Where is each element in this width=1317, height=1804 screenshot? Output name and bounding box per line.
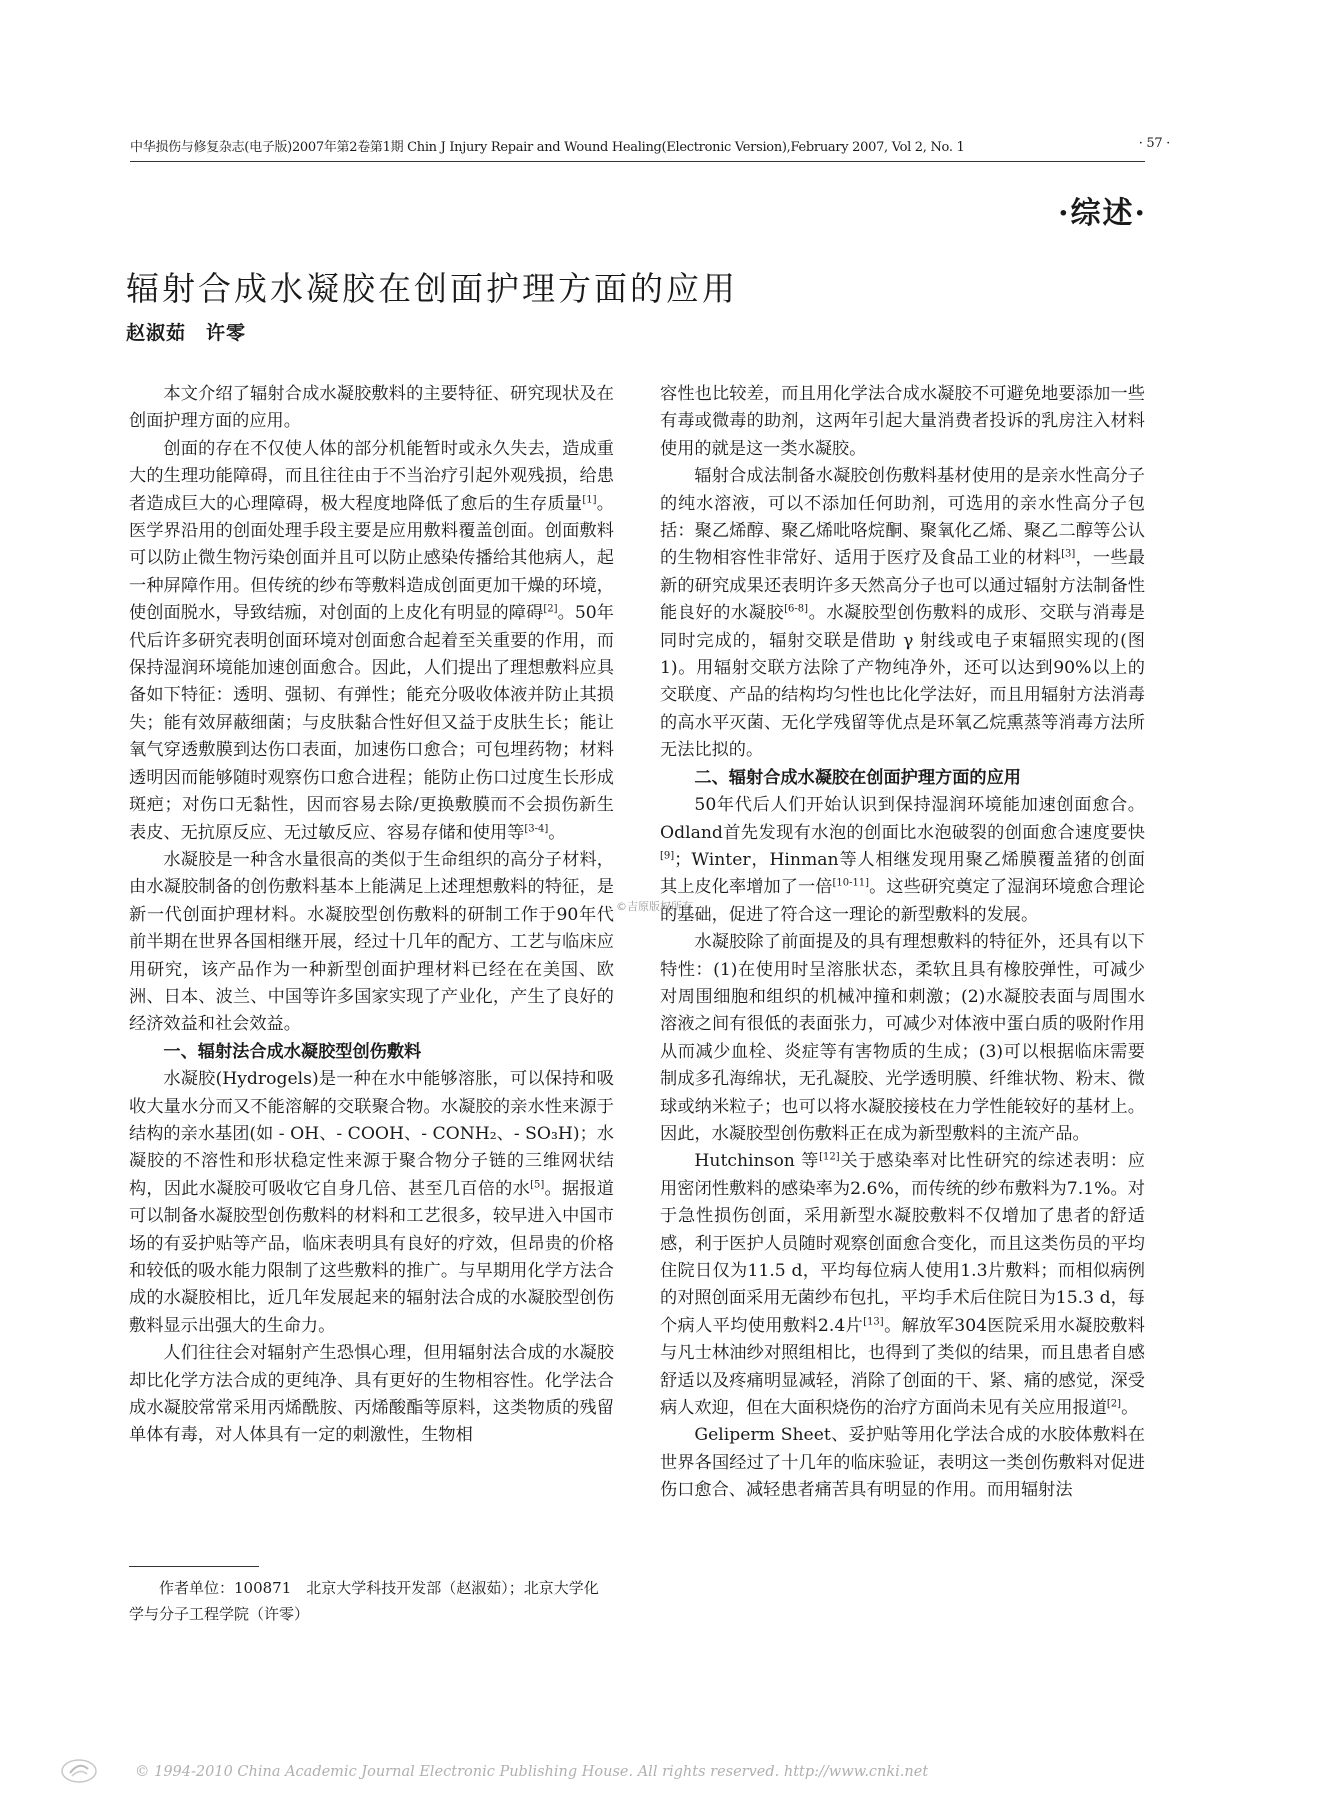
citation: [9] [660,850,675,862]
citation: [2] [543,603,558,615]
citation: [13] [863,1316,884,1328]
citation: [1] [582,493,597,505]
paragraph: 容性也比较差，而且用化学法合成水凝胶不可避免地要添加一些有毒或微毒的助剂，这两年引起大量消费者投诉的乳房注入材料使用的就是这一类水凝胶。 [660,384,1145,459]
running-header [130,136,1170,155]
watermark: ©吉原版权所有 [616,900,693,913]
footnote-rule [129,1566,259,1567]
section-tag: ·综述· [1058,196,1147,231]
citation: [2] [1106,1398,1122,1410]
right-column [660,381,1145,1505]
paragraph: 50年代后人们开始认识到保持湿润环境能加速创面愈合。Odland首先发现有水泡的创面比水泡破裂的创面愈合速度要快[9]；Winter，Hinman等人相继发现用聚乙烯膜覆盖猪的创面其上皮化率增加了一倍[10-11]。这些研究奠定了湿润环境愈合理论的基础，促进了符合这一理论的新型敷料的发展。 [660,795,1145,925]
citation: [10-11] [832,877,870,889]
paragraph: 水凝胶(Hydrogels)是一种在水中能够溶胀，可以保持和吸收大量水分而又不能溶解的交联聚合物。水凝胶的亲水性来源于结构的亲水基团(如 - OH、- COOH、- CONH₂、- SO₃H)；水凝胶的不溶性和形状稳定性来源于聚合物分子链的三维网状结构，因此水凝胶可吸收它自身几倍、甚至几百倍的水[5]。据报道可以制备水凝胶型创伤敷料的材料和工艺很多，较早进入中国市场的有妥护贴等产品，临床表明具有良好的疗效，但昂贵的价格和较低的吸水能力限制了这些敷料的推广。与早期用化学方法合成的水凝胶相比，近几年发展起来的辐射法合成的水凝胶型创伤敷料显示出强大的生命力。 [129,1069,614,1336]
header-rule [130,161,1145,162]
section-heading: 一、辐射法合成水凝胶型创伤敷料 [163,1041,422,1062]
paragraph: 人们往往会对辐射产生恐惧心理，但用辐射法合成的水凝胶却比化学方法合成的更纯净、具有更好的生物相容性。化学法合成水凝胶常常采用丙烯酰胺、丙烯酸酯等原料，这类物质的残留单体有毒，对人体具有一定的刺激性，生物相 [129,1343,614,1446]
citation: [3-4] [524,822,549,834]
article-authors: 赵淑茹 许零 [126,322,247,344]
paragraph: Hutchinson 等[12]关于感染率对比性研究的综述表明：应用密闭性敷料的感染率为2.6%，而传统的纱布敷料为7.1%。对于急性损伤创面，采用新型水凝胶敷料不仅增加了患者的舒适感，利于医护人员随时观察创面愈合变化，而且这类伤员的平均住院日仅为11.5 d，平均每位病人使用1.3片敷料；而相似病例的对照创面采用无菌纱布包扎，平均手术后住院日为15.3 d，每个病人平均使用敷料2.4片[13]。解放军304医院采用水凝胶敷料与凡士林油纱对照组相比，也得到了类似的结果，而且患者自感舒适以及疼痛明显减轻，消除了创面的干、紧、痛的感觉，深受病人欢迎，但在大面积烧伤的治疗方面尚未见有关应用报道[2]。 [660,1151,1145,1419]
copyright-footer: © 1994-2010 China Academic Journal Electronic Publishing House. All rights reserved. http://www.cnki.net [135,1764,929,1780]
paragraph: 水凝胶除了前面提及的具有理想敷料的特征外，还具有以下特性：(1)在使用时呈溶胀状态，柔软且具有橡胶弹性，可减少对周围细胞和组织的机械冲撞和刺激；(2)水凝胶表面与周围水溶液之间有很低的表面张力，可减少对体液中蛋白质的吸附作用从而减少血栓、炎症等有害物质的生成；(3)可以根据临床需要制成多孔海绵状，无孔凝胶、光学透明膜、纤维状物、粉末、微球或纳米粒子；也可以将水凝胶接枝在力学性能较好的基材上。因此，水凝胶型创伤敷料正在成为新型敷料的主流产品。 [660,932,1145,1144]
section-heading: 二、辐射合成水凝胶在创面护理方面的应用 [694,767,1021,788]
citation: [12] [819,1151,840,1163]
paragraph: 本文介绍了辐射合成水凝胶敷料的主要特征、研究现状及在创面护理方面的应用。 [129,384,614,432]
paragraph: 创面的存在不仅使人体的部分机能暂时或永久失去，造成重大的生理功能障碍，而且往往由于不当治疗引起外观残损，给患者造成巨大的心理障碍，极大程度地降低了愈后的生存质量[1]。医学界沿用的创面处理手段主要是应用敷料覆盖创面。创面敷料可以防止微生物污染创面并且可以防止感染传播给其他病人，起一种屏障作用。但传统的纱布等敷料造成创面更加干燥的环境，使创面脱水，导致结痂，对创面的上皮化有明显的障碍[2]。50年代后许多研究表明创面环境对创面愈合起着至关重要的作用，而保持湿润环境能加速创面愈合。因此，人们提出了理想敷料应具备如下特征：透明、强韧、有弹性；能充分吸收体液并防止其损失；能有效屏蔽细菌；与皮肤黏合性好但又益于皮肤生长；能让氧气穿透敷膜到达伤口表面，加速伤口愈合；可包埋药物；材料透明因而能够随时观察伤口愈合进程；能防止伤口过度生长形成斑疤；对伤口无黏性，因而容易去除/更换敷膜而不会损伤新生表皮、无抗原反应、无过敏反应、容易存储和使用等[3-4]。 [129,438,614,843]
left-column [129,381,614,1450]
article-title: 辐射合成水凝胶在创面护理方面的应用 [126,269,738,308]
author-affiliation-footnote: 作者单位：100871 北京大学科技开发部（赵淑茹）；北京大学化 学与分子工程学院（许零） [129,1579,599,1623]
paragraph: 水凝胶是一种含水量很高的类似于生命组织的高分子材料，由水凝胶制备的创伤敷料基本上能满足上述理想敷料的特征，是新一代创面护理材料。水凝胶型创伤敷料的研制工作于90年代前半期在世界各国相继开展，经过十几年的配方、工艺与临床应用研究，该产品作为一种新型创面护理材料已经在在美国、欧洲、日本、波兰、中国等许多国家实现了产业化，产生了良好的经济效益和社会效益。 [129,849,614,1035]
citation: [3] [1061,548,1076,560]
paragraph: 辐射合成法制备水凝胶创伤敷料基材使用的是亲水性高分子的纯水溶液，可以不添加任何助剂，可选用的亲水性高分子包括：聚乙烯醇、聚乙烯吡咯烷酮、聚氧化乙烯、聚乙二醇等公认的生物相容性非常好、适用于医疗及食品工业的材料[3]，一些最新的研究成果还表明许多天然高分子也可以通过辐射方法制备性能良好的水凝胶[6-8]。水凝胶型创伤敷料的成形、交联与消毒是同时完成的，辐射交联是借助 γ 射线或电子束辐照实现的(图1)。用辐射交联方法除了产物纯净外，还可以达到90%以上的交联度、产品的结构均匀性也比化学法好，而且用辐射方法消毒的高水平灭菌、无化学残留等优点是环氧乙烷熏蒸等消毒方法所无法比拟的。 [660,466,1145,761]
page-number: · 57 · [1138,136,1170,151]
paragraph: Geliperm Sheet、妥护贴等用化学法合成的水胶体敷料在世界各国经过了十几年的临床验证，表明这一类创伤敷料对促进伤口愈合、减轻患者痛苦具有明显的作用。而用辐射法 [660,1425,1145,1501]
cnki-logo-icon [60,1757,98,1785]
citation: [6-8] [784,603,809,615]
journal-citation: 中华损伤与修复杂志(电子版)2007年第2卷第1期 Chin J Injury Repair and Wound Healing(Electronic Version),February 2007, Vol 2, No. 1 [130,140,965,155]
citation: [5] [530,1179,545,1191]
